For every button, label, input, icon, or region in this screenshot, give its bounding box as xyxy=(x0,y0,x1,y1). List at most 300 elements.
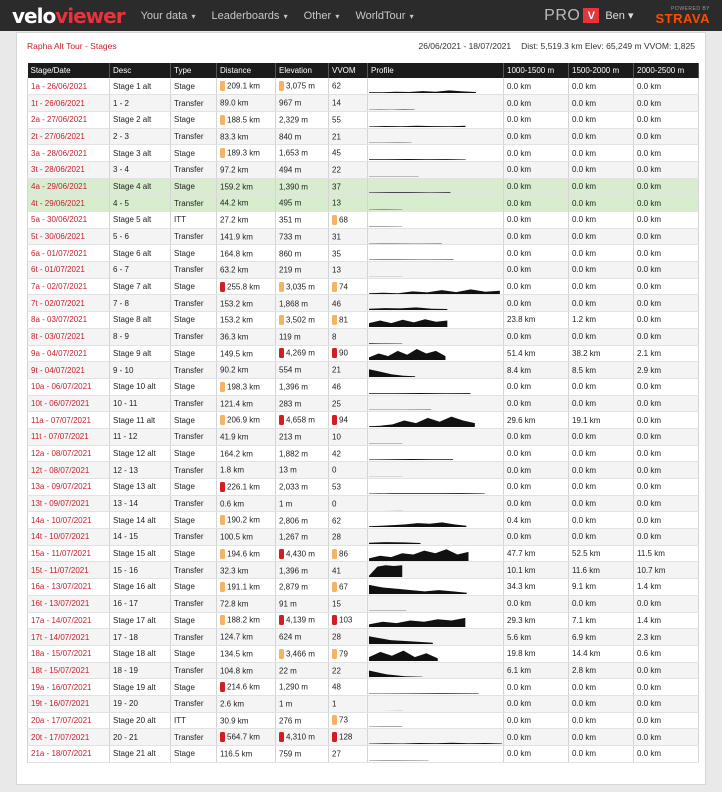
profile-cell xyxy=(368,95,504,112)
profile-cell xyxy=(368,712,504,729)
stage-link[interactable]: 16a - 13/07/2021 xyxy=(31,582,92,592)
stage-cell xyxy=(28,695,110,712)
elevation-profile-sparkline xyxy=(369,497,502,511)
elevation-cell xyxy=(276,78,329,95)
column-header[interactable]: Distance xyxy=(217,63,276,78)
elevation-cell xyxy=(276,746,329,763)
elevation-value: 1,396 m xyxy=(279,382,308,392)
distance-value: 190.2 km xyxy=(227,515,260,525)
vvom-value: 73 xyxy=(339,715,348,725)
elevation-cell xyxy=(276,362,329,379)
profile-cell xyxy=(368,328,504,345)
vvom-value: 22 xyxy=(332,666,341,676)
table-row[interactable] xyxy=(28,362,699,379)
vvom-cell xyxy=(329,345,368,362)
elevation-value: 91 m xyxy=(279,599,297,609)
distance-rank-marker xyxy=(220,482,225,492)
elevation-value: 213 m xyxy=(279,432,302,442)
column-header[interactable]: Type xyxy=(171,63,217,78)
vvom-cell xyxy=(329,245,368,262)
user-menu[interactable] xyxy=(605,9,633,22)
profile-cell xyxy=(368,579,504,596)
stage-cell xyxy=(28,612,110,629)
profile-cell xyxy=(368,312,504,329)
stage-link[interactable]: 9a - 04/07/2021 xyxy=(31,348,88,358)
stage-cell xyxy=(28,128,110,145)
zone-1000-1500-cell: 29.3 km xyxy=(504,612,569,629)
vvom-cell xyxy=(329,295,368,312)
table-row[interactable] xyxy=(28,629,699,646)
type-cell: Transfer xyxy=(171,395,217,412)
distance-cell xyxy=(217,128,276,145)
elevation-value: 494 m xyxy=(279,165,302,175)
stage-link[interactable]: 17a - 14/07/2021 xyxy=(31,615,92,625)
elevation-value: 3,502 m xyxy=(286,315,315,325)
vvom-rank-marker xyxy=(332,549,337,559)
stage-cell xyxy=(28,512,110,529)
zone-1000-1500-cell: 0.0 km xyxy=(504,161,569,178)
profile-area xyxy=(369,618,465,627)
stage-link[interactable]: 11a - 07/07/2021 xyxy=(31,415,91,425)
table-row[interactable] xyxy=(28,111,699,128)
distance-rank-marker xyxy=(220,582,225,592)
distance-value: 44.2 km xyxy=(220,198,249,208)
table-row[interactable] xyxy=(28,328,699,345)
vvom-value: 128 xyxy=(339,732,353,742)
veloviewer-logo[interactable] xyxy=(12,4,125,28)
zone-1000-1500-cell: 0.0 km xyxy=(504,395,569,412)
stage-link[interactable]: 6t - 01/07/2021 xyxy=(31,265,85,275)
profile-cell xyxy=(368,378,504,395)
elevation-profile-sparkline xyxy=(369,413,502,427)
pro-badge-icon: V xyxy=(583,8,599,23)
vvom-value: 74 xyxy=(339,282,348,292)
stage-link[interactable]: 7t - 02/07/2021 xyxy=(31,298,85,308)
stage-link[interactable]: 20t - 17/07/2021 xyxy=(31,732,90,742)
column-header[interactable]: Desc xyxy=(110,63,171,78)
stage-cell xyxy=(28,712,110,729)
zone-2000-2500-cell: 2.1 km xyxy=(634,345,699,362)
elevation-profile-sparkline xyxy=(369,630,502,644)
stage-link[interactable]: 15t - 11/07/2021 xyxy=(31,565,89,575)
elevation-profile-sparkline xyxy=(369,747,502,761)
distance-rank-marker xyxy=(220,282,225,292)
stage-link[interactable]: 21a - 18/07/2021 xyxy=(31,749,92,759)
table-row[interactable] xyxy=(28,512,699,529)
distance-value: 89.0 km xyxy=(220,98,249,108)
profile-cell xyxy=(368,161,504,178)
distance-cell xyxy=(217,645,276,662)
zone-2000-2500-cell: 0.0 km xyxy=(634,746,699,763)
table-row[interactable] xyxy=(28,345,699,362)
table-row[interactable] xyxy=(28,479,699,496)
column-header[interactable]: Elevation xyxy=(276,63,329,78)
zone-2000-2500-cell: 11.5 km xyxy=(634,545,699,562)
vvom-value: 48 xyxy=(332,682,341,692)
stage-cell xyxy=(28,345,110,362)
distance-value: 124.7 km xyxy=(220,632,253,642)
zone-1000-1500-cell: 5.6 km xyxy=(504,629,569,646)
zone-1500-2000-cell: 7.1 km xyxy=(569,612,634,629)
table-row[interactable] xyxy=(28,729,699,746)
stage-link[interactable]: 6a - 01/07/2021 xyxy=(31,248,88,258)
profile-cell xyxy=(368,78,504,95)
stage-link[interactable]: 18t - 15/07/2021 xyxy=(31,665,90,675)
vvom-cell xyxy=(329,512,368,529)
distance-cell xyxy=(217,295,276,312)
table-row[interactable] xyxy=(28,262,699,279)
elevation-value: 554 m xyxy=(279,365,302,375)
table-row[interactable] xyxy=(28,245,699,262)
vvom-cell xyxy=(329,228,368,245)
table-row[interactable] xyxy=(28,562,699,579)
table-row[interactable] xyxy=(28,78,699,95)
elevation-cell xyxy=(276,579,329,596)
stage-link[interactable]: 12a - 08/07/2021 xyxy=(31,448,92,458)
table-row[interactable] xyxy=(28,595,699,612)
type-cell: Transfer xyxy=(171,729,217,746)
stage-cell xyxy=(28,228,110,245)
column-header[interactable]: VVOM xyxy=(329,63,368,78)
type-cell: Stage xyxy=(171,645,217,662)
profile-area xyxy=(369,523,466,528)
distance-cell xyxy=(217,212,276,229)
stage-link[interactable]: 19a - 16/07/2021 xyxy=(31,682,92,692)
stage-link[interactable]: 4t - 29/06/2021 xyxy=(31,198,85,208)
distance-value: 90.2 km xyxy=(220,365,249,375)
stage-link[interactable]: 8a - 03/07/2021 xyxy=(31,315,88,325)
elevation-value: 4,310 m xyxy=(286,732,315,742)
zone-2000-2500-cell: 0.0 km xyxy=(634,328,699,345)
stage-link[interactable]: 2a - 27/06/2021 xyxy=(31,115,88,125)
stage-link[interactable]: 1t - 26/06/2021 xyxy=(31,98,85,108)
table-row[interactable] xyxy=(28,579,699,596)
elevation-rank-marker xyxy=(279,282,284,292)
desc-cell: Stage 8 alt xyxy=(110,312,171,329)
table-row[interactable] xyxy=(28,128,699,145)
nav-worldtour[interactable] xyxy=(355,10,413,22)
tour-title[interactable]: Rapha Alt Tour - Stages xyxy=(27,41,117,51)
zone-1500-2000-cell: 0.0 km xyxy=(569,495,634,512)
elevation-cell xyxy=(276,428,329,445)
elevation-value: 3,466 m xyxy=(286,649,315,659)
profile-cell xyxy=(368,212,504,229)
elevation-value: 119 m xyxy=(279,332,301,342)
type-cell: Transfer xyxy=(171,428,217,445)
distance-value: 32.3 km xyxy=(220,565,249,575)
stage-link[interactable]: 5t - 30/06/2021 xyxy=(31,232,85,242)
distance-rank-marker xyxy=(220,615,225,625)
zone-2000-2500-cell: 2.3 km xyxy=(634,629,699,646)
stage-link[interactable]: 5a - 30/06/2021 xyxy=(31,215,88,225)
table-row[interactable] xyxy=(28,529,699,546)
zone-1500-2000-cell: 11.6 km xyxy=(569,562,634,579)
profile-cell xyxy=(368,645,504,662)
type-cell: ITT xyxy=(171,212,217,229)
stage-link[interactable]: 17t - 14/07/2021 xyxy=(31,632,90,642)
vvom-rank-marker xyxy=(332,282,337,292)
zone-1000-1500-cell: 0.0 km xyxy=(504,95,569,112)
table-row[interactable] xyxy=(28,462,699,479)
type-cell: Stage xyxy=(171,111,217,128)
table-row[interactable] xyxy=(28,712,699,729)
type-cell: Transfer xyxy=(171,95,217,112)
distance-rank-marker xyxy=(220,81,225,91)
elevation-rank-marker xyxy=(279,415,284,425)
table-row[interactable] xyxy=(28,695,699,712)
distance-cell xyxy=(217,679,276,696)
nav-other-label: Other xyxy=(303,9,332,22)
desc-cell: 14 - 15 xyxy=(110,529,171,546)
stage-link[interactable]: 14t - 10/07/2021 xyxy=(31,532,90,542)
stage-cell xyxy=(28,479,110,496)
elevation-profile-sparkline xyxy=(369,246,502,260)
vvom-value: 0 xyxy=(332,465,337,475)
profile-cell xyxy=(368,278,504,295)
vvom-value: 15 xyxy=(332,599,341,609)
distance-value: 226.1 km xyxy=(227,482,260,492)
table-row[interactable] xyxy=(28,212,699,229)
zone-1000-1500-cell: 0.0 km xyxy=(504,111,569,128)
zone-1000-1500-cell: 0.0 km xyxy=(504,228,569,245)
elevation-cell xyxy=(276,712,329,729)
distance-value: 159.2 km xyxy=(220,182,253,192)
stage-link[interactable]: 18a - 15/07/2021 xyxy=(31,649,92,659)
desc-cell: Stage 11 alt xyxy=(110,412,171,429)
elevation-profile-sparkline xyxy=(369,563,502,577)
profile-area xyxy=(369,289,500,294)
column-header[interactable]: 1000-1500 m xyxy=(504,63,569,78)
distance-value: 194.6 km xyxy=(227,549,260,559)
table-row[interactable] xyxy=(28,445,699,462)
elevation-rank-marker xyxy=(279,615,284,625)
column-header[interactable]: Stage/Date xyxy=(28,63,110,78)
zone-1000-1500-cell: 0.0 km xyxy=(504,328,569,345)
profile-cell xyxy=(368,395,504,412)
elevation-cell xyxy=(276,479,329,496)
zone-1000-1500-cell: 0.0 km xyxy=(504,445,569,462)
zone-2000-2500-cell: 0.0 km xyxy=(634,78,699,95)
zone-2000-2500-cell: 0.0 km xyxy=(634,679,699,696)
stage-link[interactable]: 13a - 09/07/2021 xyxy=(31,482,92,492)
stage-link[interactable]: 15a - 11/07/2021 xyxy=(31,549,91,559)
distance-cell xyxy=(217,479,276,496)
stage-link[interactable]: 3a - 28/06/2021 xyxy=(31,148,88,158)
stage-cell xyxy=(28,328,110,345)
type-cell: Transfer xyxy=(171,262,217,279)
elevation-value: 759 m xyxy=(279,749,302,759)
stage-cell xyxy=(28,195,110,212)
stage-link[interactable]: 14a - 10/07/2021 xyxy=(31,515,92,525)
type-cell: Stage xyxy=(171,378,217,395)
column-header[interactable]: Profile xyxy=(368,63,504,78)
tour-dates: 26/06/2021 - 18/07/2021 xyxy=(418,41,512,51)
elevation-cell xyxy=(276,262,329,279)
stage-link[interactable]: 10t - 06/07/2021 xyxy=(31,398,90,408)
stage-link[interactable]: 2t - 27/06/2021 xyxy=(31,131,85,141)
stage-link[interactable]: 20a - 17/07/2021 xyxy=(31,715,92,725)
table-row[interactable] xyxy=(28,312,699,329)
distance-rank-marker xyxy=(220,115,225,125)
zone-2000-2500-cell: 0.0 km xyxy=(634,595,699,612)
zone-2000-2500-cell: 0.0 km xyxy=(634,462,699,479)
table-row[interactable] xyxy=(28,428,699,445)
table-row[interactable] xyxy=(28,145,699,162)
table-row[interactable] xyxy=(28,195,699,212)
stage-link[interactable]: 1a - 26/06/2021 xyxy=(31,81,88,91)
desc-cell: 19 - 20 xyxy=(110,695,171,712)
stage-link[interactable]: 4a - 29/06/2021 xyxy=(31,181,88,191)
elevation-value: 2,033 m xyxy=(279,482,308,492)
zone-1500-2000-cell: 38.2 km xyxy=(569,345,634,362)
table-row[interactable] xyxy=(28,495,699,512)
zone-1500-2000-cell: 0.0 km xyxy=(569,178,634,195)
vvom-cell xyxy=(329,95,368,112)
desc-cell: 3 - 4 xyxy=(110,161,171,178)
caret-down-icon: ▾ xyxy=(281,11,288,21)
stage-link[interactable]: 19t - 16/07/2021 xyxy=(31,699,90,709)
table-row[interactable] xyxy=(28,645,699,662)
profile-cell xyxy=(368,629,504,646)
elevation-value: 1,868 m xyxy=(279,298,308,308)
profile-cell xyxy=(368,145,504,162)
stage-link[interactable]: 3t - 28/06/2021 xyxy=(31,165,85,175)
elevation-rank-marker xyxy=(279,81,284,91)
table-row[interactable] xyxy=(28,178,699,195)
type-cell: Stage xyxy=(171,612,217,629)
nav-leaderboards[interactable] xyxy=(212,10,288,22)
table-row[interactable] xyxy=(28,395,699,412)
stage-link[interactable]: 7a - 02/07/2021 xyxy=(31,282,88,292)
vvom-cell xyxy=(329,746,368,763)
distance-value: 141.9 km xyxy=(220,232,253,242)
stage-link[interactable]: 8t - 03/07/2021 xyxy=(31,332,85,342)
distance-cell xyxy=(217,395,276,412)
elevation-profile-sparkline xyxy=(369,713,502,727)
table-row[interactable] xyxy=(28,295,699,312)
elevation-cell xyxy=(276,128,329,145)
zone-1500-2000-cell: 0.0 km xyxy=(569,212,634,229)
distance-value: 214.6 km xyxy=(227,682,260,692)
profile-cell xyxy=(368,662,504,679)
vvom-value: 13 xyxy=(332,198,341,208)
distance-value: 134.5 km xyxy=(220,649,253,659)
strava-text: STRAVA xyxy=(655,10,710,26)
type-cell: Transfer xyxy=(171,161,217,178)
elevation-profile-sparkline xyxy=(369,647,502,661)
profile-cell xyxy=(368,245,504,262)
powered-by-strava-logo[interactable] xyxy=(655,7,710,25)
distance-cell xyxy=(217,195,276,212)
vvom-rank-marker xyxy=(332,649,337,659)
table-row[interactable] xyxy=(28,278,699,295)
vvom-value: 86 xyxy=(339,549,348,559)
type-cell: Stage xyxy=(171,445,217,462)
zone-2000-2500-cell: 0.0 km xyxy=(634,212,699,229)
elevation-cell xyxy=(276,412,329,429)
stage-cell xyxy=(28,161,110,178)
distance-value: 63.2 km xyxy=(220,265,249,275)
elevation-cell xyxy=(276,612,329,629)
desc-cell: 15 - 16 xyxy=(110,562,171,579)
desc-cell: 8 - 9 xyxy=(110,328,171,345)
profile-cell xyxy=(368,228,504,245)
stage-link[interactable]: 9t - 04/07/2021 xyxy=(31,365,85,375)
table-row[interactable] xyxy=(28,95,699,112)
nav-your-data[interactable] xyxy=(141,10,196,22)
table-row[interactable] xyxy=(28,378,699,395)
zone-2000-2500-cell: 0.6 km xyxy=(634,645,699,662)
vvom-value: 1 xyxy=(332,699,337,709)
column-header[interactable]: 1500-2000 m xyxy=(569,63,634,78)
elevation-value: 4,430 m xyxy=(286,549,315,559)
vvom-value: 67 xyxy=(339,582,348,592)
column-header[interactable]: 2000-2500 m xyxy=(634,63,699,78)
desc-cell: Stage 17 alt xyxy=(110,612,171,629)
profile-cell xyxy=(368,295,504,312)
distance-cell xyxy=(217,412,276,429)
stage-link[interactable]: 13t - 09/07/2021 xyxy=(31,499,90,509)
zone-1500-2000-cell: 0.0 km xyxy=(569,78,634,95)
vvom-value: 28 xyxy=(332,632,341,642)
stage-cell xyxy=(28,529,110,546)
stage-cell xyxy=(28,378,110,395)
elevation-cell xyxy=(276,395,329,412)
table-row[interactable] xyxy=(28,746,699,763)
stage-link[interactable]: 11t - 07/07/2021 xyxy=(31,432,89,442)
stage-link[interactable]: 12t - 08/07/2021 xyxy=(31,465,90,475)
profile-cell xyxy=(368,529,504,546)
type-cell: Transfer xyxy=(171,462,217,479)
table-row[interactable] xyxy=(28,545,699,562)
zone-1000-1500-cell: 6.1 km xyxy=(504,662,569,679)
stage-link[interactable]: 10a - 06/07/2021 xyxy=(31,382,92,392)
stage-link[interactable]: 16t - 13/07/2021 xyxy=(31,599,90,609)
zone-2000-2500-cell: 0.0 km xyxy=(634,161,699,178)
profile-area xyxy=(369,369,415,377)
vvom-value: 53 xyxy=(332,482,341,492)
distance-value: 0.6 km xyxy=(220,499,245,509)
table-row[interactable] xyxy=(28,412,699,429)
zone-1000-1500-cell: 0.0 km xyxy=(504,495,569,512)
table-row[interactable] xyxy=(28,161,699,178)
distance-cell xyxy=(217,462,276,479)
zone-1000-1500-cell: 0.0 km xyxy=(504,746,569,763)
table-row[interactable] xyxy=(28,228,699,245)
profile-area xyxy=(369,417,475,427)
stage-cell xyxy=(28,362,110,379)
vvom-cell xyxy=(329,362,368,379)
nav-other[interactable] xyxy=(304,10,340,22)
zone-2000-2500-cell: 0.0 km xyxy=(634,111,699,128)
distance-cell xyxy=(217,445,276,462)
elevation-cell xyxy=(276,695,329,712)
vvom-cell xyxy=(329,212,368,229)
vvom-cell xyxy=(329,695,368,712)
elevation-value: 2,879 m xyxy=(279,582,308,592)
elevation-cell xyxy=(276,545,329,562)
vvom-cell xyxy=(329,679,368,696)
table-row[interactable] xyxy=(28,679,699,696)
zone-1500-2000-cell: 0.0 km xyxy=(569,245,634,262)
table-row[interactable] xyxy=(28,662,699,679)
zone-1500-2000-cell: 52.5 km xyxy=(569,545,634,562)
vvom-value: 14 xyxy=(332,98,341,108)
elevation-value: 967 m xyxy=(279,98,302,108)
vvom-value: 35 xyxy=(332,248,341,258)
table-row[interactable] xyxy=(28,612,699,629)
distance-value: 189.3 km xyxy=(227,148,260,158)
